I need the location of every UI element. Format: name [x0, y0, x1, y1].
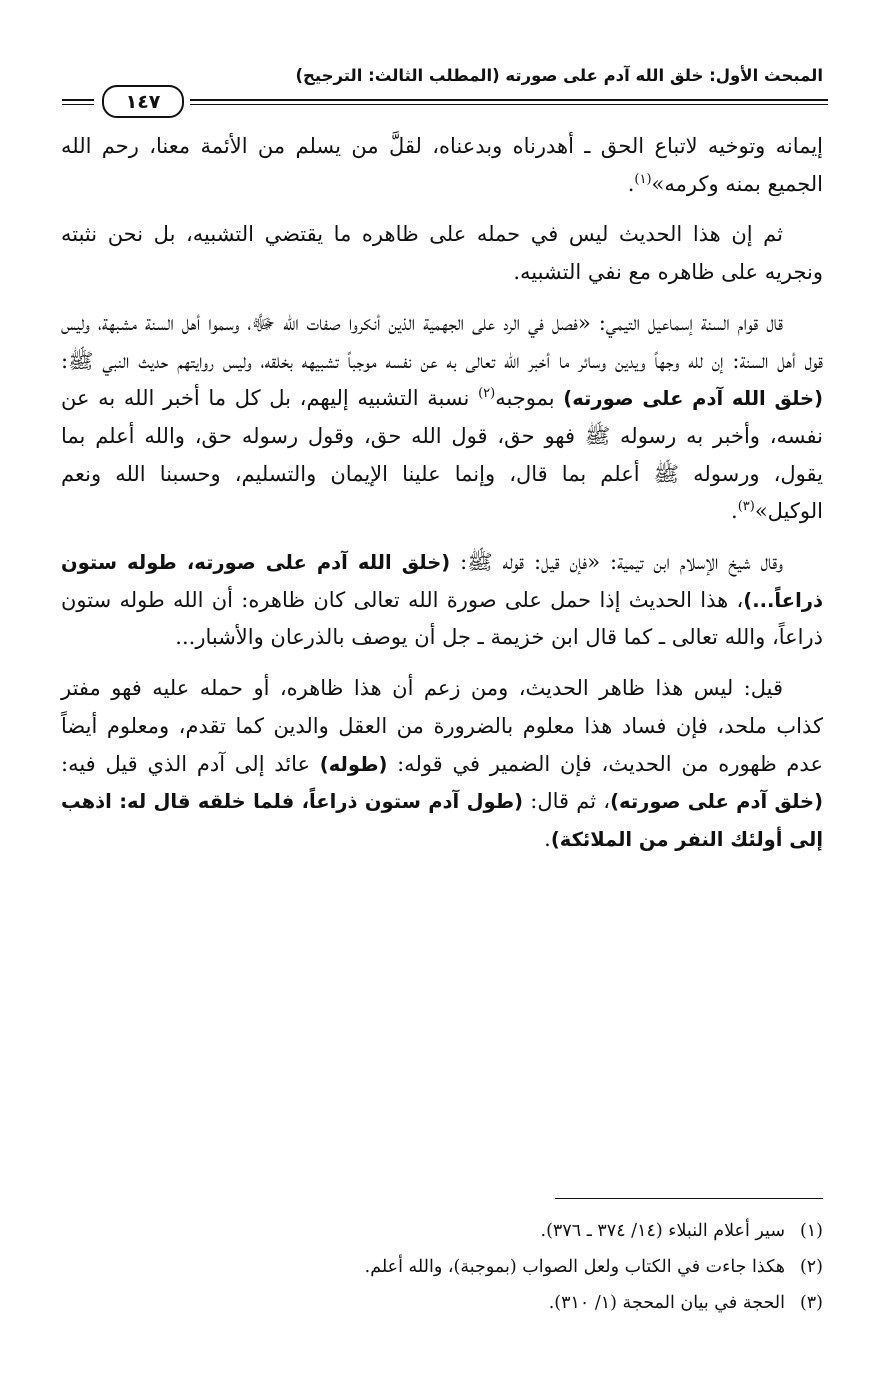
paragraph-4 — [61, 544, 823, 657]
main-text — [61, 128, 823, 872]
header-rule-long — [190, 99, 828, 105]
paragraph-2 — [61, 216, 823, 291]
footnote-text: الحجة في بيان المحجة (١/ ٣١٠). — [548, 1293, 785, 1313]
footnote-ref-1[interactable]: (١) — [634, 171, 652, 187]
footnote-text: هكذا جاءت في الكتاب ولعل الصواب (بموجبة)، والله أعلم. — [364, 1257, 785, 1277]
hadith-quote-bold: (خلق الله آدم على صورته، طوله ستون ذراعاً...) — [61, 551, 823, 612]
footnote-ref-2[interactable]: (٢) — [478, 386, 496, 402]
footnote-number: (٢) — [799, 1257, 823, 1277]
paragraph-3-text-2: بموجبه — [495, 386, 564, 411]
paragraph-1-text: إيمانه وتوخيه لاتباع الحق ـ أهدرناه وبدعناه، لقلَّ من يسلم من الأئمة معنا، رحم الله الجميع بمنه وكرمه» — [61, 134, 823, 196]
footnote-1 — [61, 1213, 823, 1249]
running-header-title: المبحث الأول: خلق الله آدم على صورته (المطلب الثالث: الترجيح) — [295, 66, 823, 85]
header-rule — [62, 84, 828, 120]
paragraph-4-text: وقال شيخ الإسلام ابن تيمية: «فإن قيل: قوله ﷺ: — [450, 550, 783, 575]
paragraph-1-end: . — [627, 171, 635, 196]
page-number-badge: ١٤٧ — [102, 85, 184, 118]
paragraph-3-end: . — [731, 499, 738, 524]
paragraph-3 — [61, 305, 823, 531]
paragraph-1 — [61, 128, 823, 203]
paragraph-5-end: . — [544, 826, 551, 851]
footnotes — [61, 1213, 823, 1321]
footnote-3 — [61, 1285, 823, 1321]
footnote-number: (٣) — [799, 1293, 823, 1313]
footnote-separator — [555, 1198, 823, 1199]
paragraph-5-text-3: ، ثم قال: — [523, 789, 611, 814]
paragraph-4-text-2: ، هذا الحديث إذا حمل على صورة الله تعالى كان ظاهره: أن الله طوله ستون ذراعاً، والله تعالى ـ كما قال ابن خزيمة ـ جل أن يوصف بالذرعان والأشبار... — [61, 587, 823, 650]
quote-bold-tuluhu: (طوله) — [319, 752, 388, 776]
quote-bold-angels: (طول آدم ستون ذراعاً، فلما خلقه قال له: اذهب إلى أولئك النفر من الملائكة) — [61, 790, 823, 851]
paragraph-3-text: قال قوام السنة إسماعيل التيمي: «فصل في الرد على الجهمية الذين أنكروا صفات الله ﷻ، وسموا أهل السنة مشبهة، وليس قول أهل السنة: إن لله وجهاً ويدين وسائر ما أخبر الله تعالى به عن نفسه موجباً تشبيهه بخلقه، وليس روايتهم حديث النبي ﷺ: — [61, 310, 823, 373]
paragraph-2-text: ثم إن هذا الحديث ليس في حمله على ظاهره ما يقتضي التشبيه، بل نحن نثبته ونجريه على ظاهره مع نفي التشبيه. — [61, 222, 823, 285]
paragraph-5-text: قيل: ليس هذا ظاهر الحديث، ومن زعم أن هذا ظاهره، أو حمله عليه فهو مفتر كذاب ملحد، فإن فساد هذا معلوم بالضرورة من العقل والدين كما تقدم، ومعلوم أيضاً عدم ظهوره من الحديث، فإن الضمير في قوله: — [61, 676, 823, 776]
header-rule-short — [62, 99, 94, 105]
footnote-number: (١) — [799, 1221, 823, 1241]
quote-bold-creation: (خلق آدم على صورته) — [610, 790, 823, 814]
hadith-quote-bold: (خلق الله آدم على صورته) — [563, 387, 823, 411]
paragraph-5 — [61, 670, 823, 859]
paragraph-3-text-3: نسبة التشبيه إليهم، بل كل ما أخبر الله به عن نفسه، وأخبر به رسوله ﷺ فهو حق، قول الله حق، وقول رسوله حق، والله أعلم بما يقول، ورسوله ﷺ أعلم بما قال، وإنما علينا الإيمان والتسليم، وحسبنا الله ونعم الوكيل» — [61, 386, 823, 524]
paragraph-5-text-2: عائد إلى آدم الذي قيل فيه: — [61, 751, 320, 776]
footnote-text: سير أعلام النبلاء (١٤/ ٣٧٤ ـ ٣٧٦). — [540, 1221, 785, 1241]
footnote-ref-3[interactable]: (٣) — [737, 499, 755, 515]
footnote-2 — [61, 1249, 823, 1285]
